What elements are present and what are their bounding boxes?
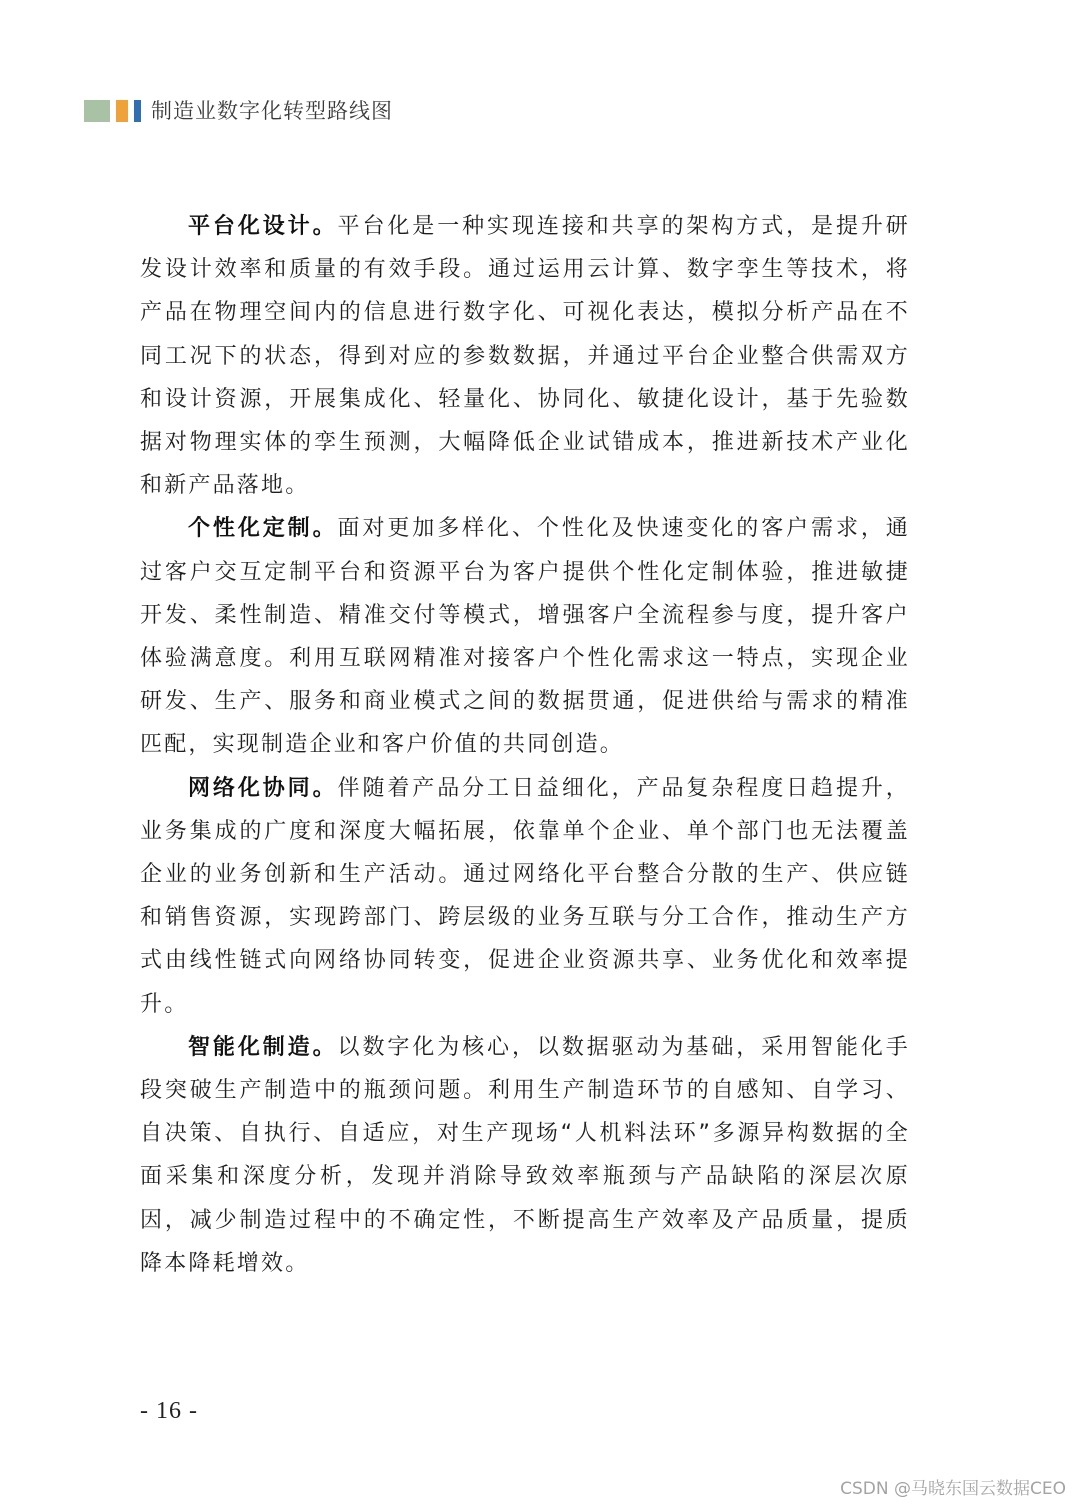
paragraph-lead: 网络化协同。	[188, 775, 338, 801]
paragraph-lead: 智能化制造。	[188, 1034, 338, 1060]
header-orange-block	[116, 100, 128, 122]
body-text	[140, 205, 910, 1285]
paragraph-platform-design	[140, 205, 910, 507]
header-green-block	[84, 100, 110, 122]
paragraph-intelligent-manufacturing	[140, 1026, 910, 1285]
paragraph-body: 平台化是一种实现连接和共享的架构方式，是提升研发设计效率和质量的有效手段。通过运用云计算、数字孪生等技术，将产品在物理空间内的信息进行数字化、可视化表达，模拟分析产品在不同工况下的状态，得到对应的参数数据，并通过平台企业整合供需双方和设计资源，开展集成化、轻量化、协同化、敏捷化设计，基于先验数据对物理实体的孪生预测，大幅降低企业试错成本，推进新技术产业化和新产品落地。	[140, 214, 910, 499]
watermark: CSDN @马晓东国云数据CEO	[840, 1479, 1066, 1499]
document-title: 制造业数字化转型路线图	[151, 99, 393, 123]
paragraph-body: 以数字化为核心，以数据驱动为基础，采用智能化手段突破生产制造中的瓶颈问题。利用生产制造环节的自感知、自学习、自决策、自执行、自适应，对生产现场“人机料法环”多源异构数据的全面采集和深度分析，发现并消除导致效率瓶颈与产品缺陷的深层次原因，减少制造过程中的不确定性，不断提高生产效率及产品质量，提质降本降耗增效。	[140, 1034, 910, 1276]
paragraph-body: 面对更加多样化、个性化及快速变化的客户需求，通过客户交互定制平台和资源平台为客户提供个性化定制体验，推进敏捷开发、柔性制造、精准交付等模式，增强客户全流程参与度，提升客户体验满意度。利用互联网精准对接客户个性化需求这一特点，实现企业研发、生产、服务和商业模式之间的数据贯通，促进供给与需求的精准匹配，实现制造企业和客户价值的共同创造。	[140, 516, 910, 758]
running-header	[84, 96, 393, 126]
paragraph-lead: 平台化设计。	[188, 214, 338, 239]
paragraph-personalized-customization	[140, 507, 910, 766]
page-number: - 16 -	[140, 1398, 198, 1424]
paragraph-lead: 个性化定制。	[188, 516, 338, 542]
paragraph-body: 伴随着产品分工日益细化，产品复杂程度日趋提升，业务集成的广度和深度大幅拓展，依靠单个企业、单个部门也无法覆盖企业的业务创新和生产活动。通过网络化平台整合分散的生产、供应链和销售资源，实现跨部门、跨层级的业务互联与分工合作，推动生产方式由线性链式向网络协同转变，促进企业资源共享、业务优化和效率提升。	[140, 775, 910, 1017]
header-blue-block	[134, 100, 141, 122]
paragraph-network-collaboration	[140, 767, 910, 1026]
